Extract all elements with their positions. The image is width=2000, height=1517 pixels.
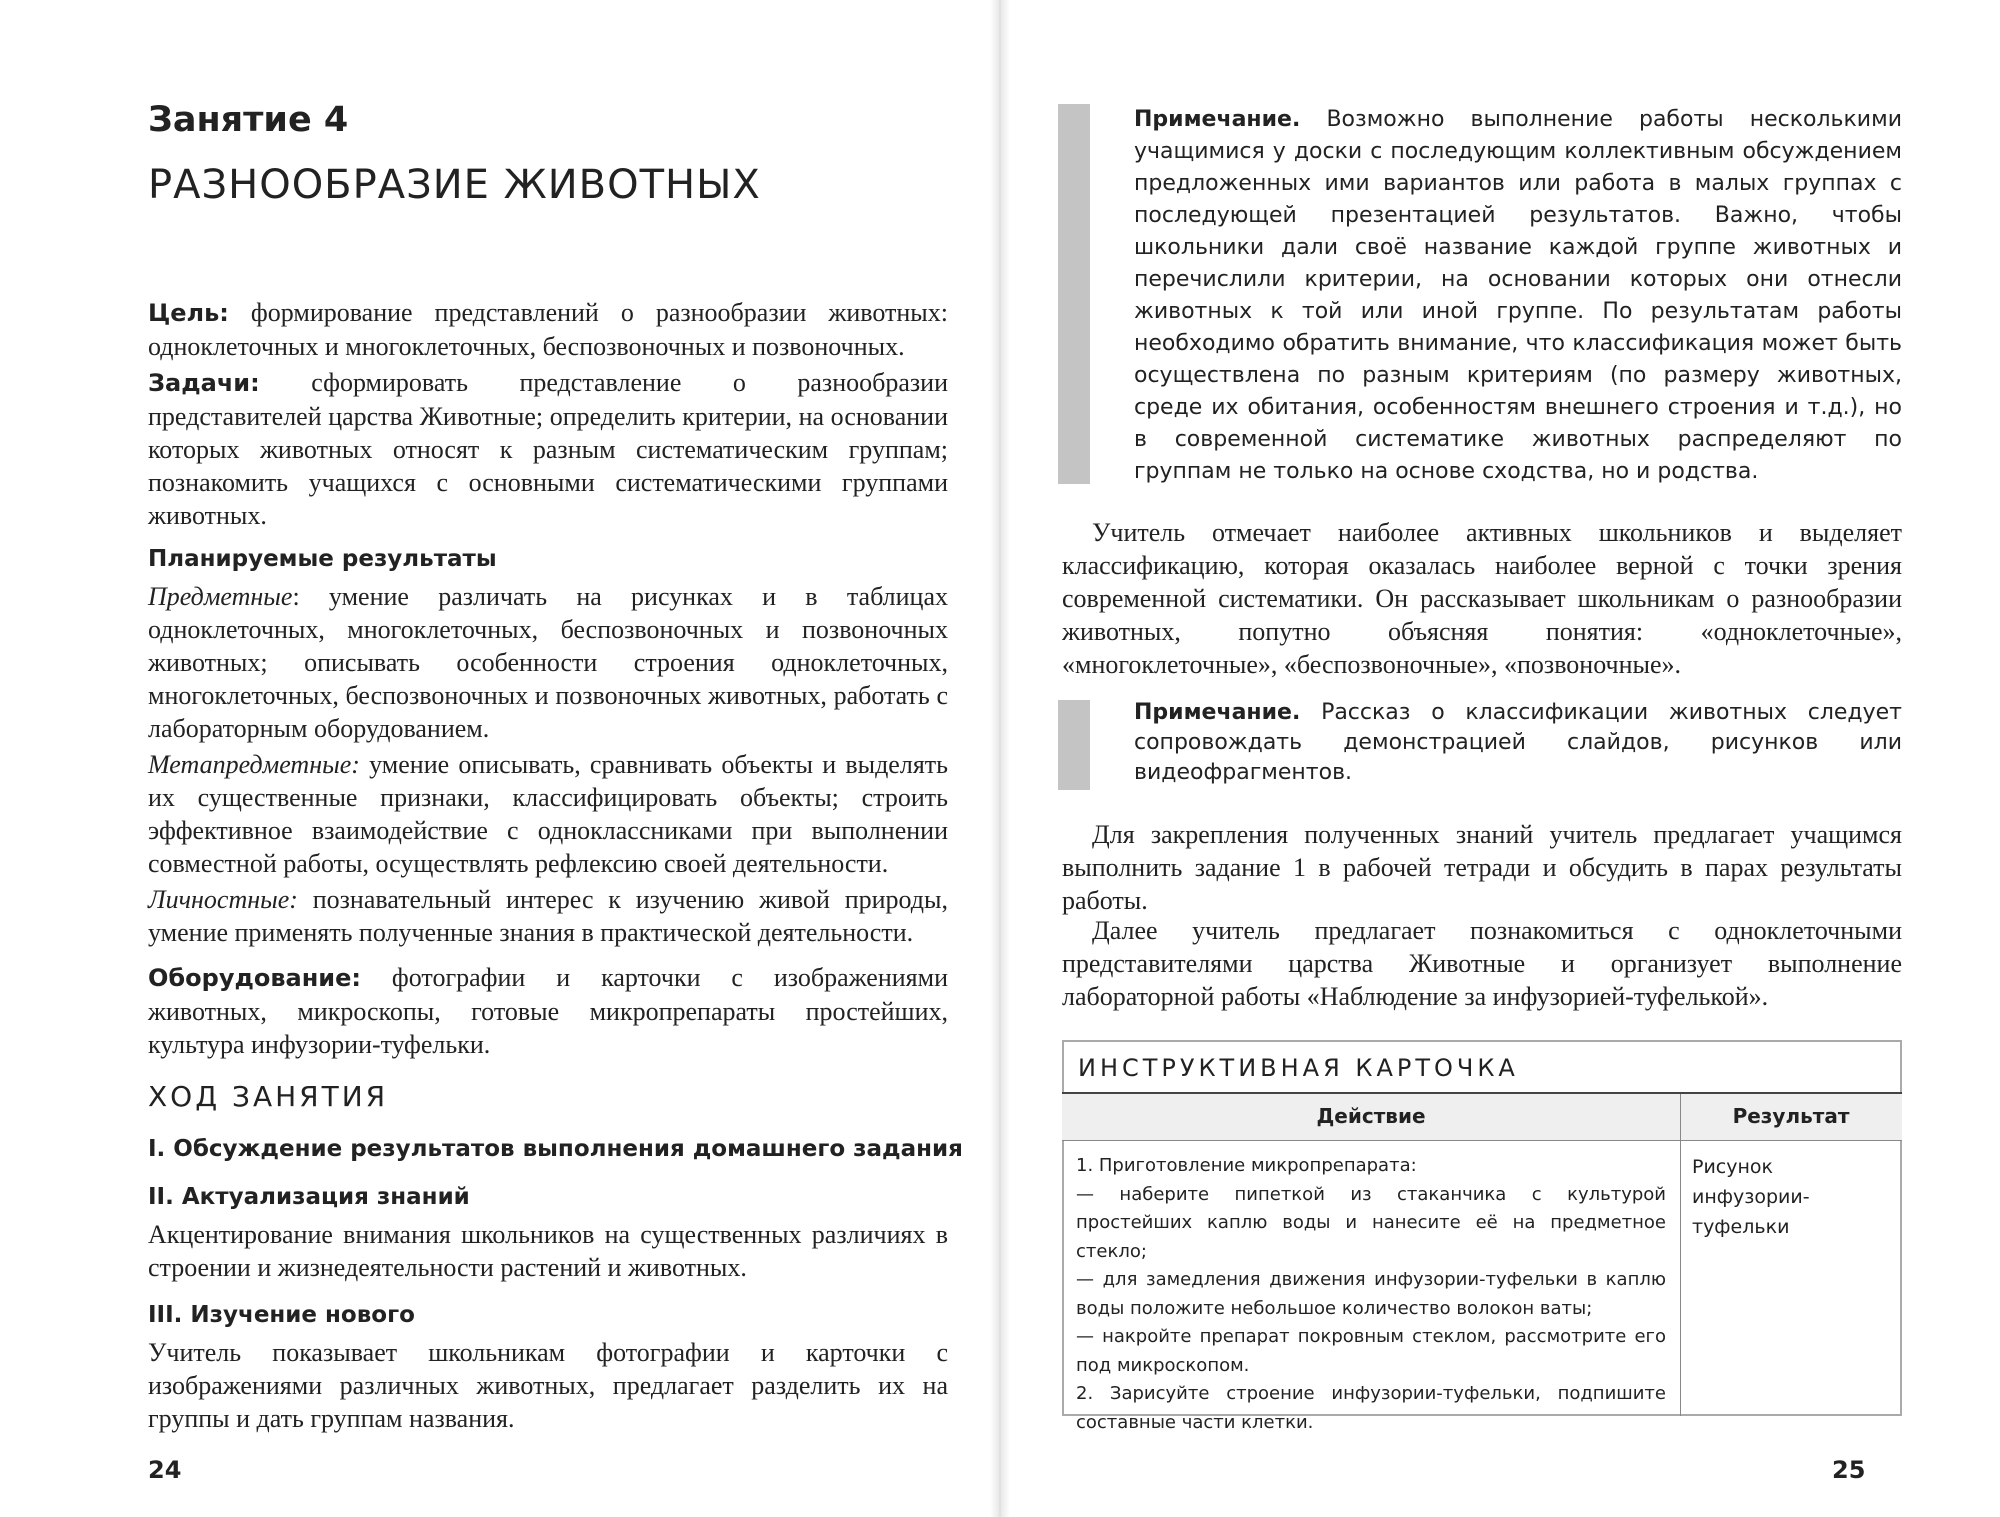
goal-label: Цель: [148,299,229,327]
meta-results [148,748,948,880]
meta-label: Метапредметные: [148,750,360,779]
personal-label: Личностные: [148,885,298,914]
note-2 [1134,698,1902,788]
page-number-left: 24 [148,1456,182,1484]
subject-text: : умение различать на рисунках и в таблицах одноклеточных, многоклеточных, беспозвоночных и позвоночных животных; описывать особенности строения одноклеточных, многоклеточных, беспозвоночных и позвоночных животных, работать с лабораторным оборудованием. [148,582,948,743]
section-2-heading: II. Актуализация знаний [148,1184,470,1210]
action-line: 2. Зарисуйте строение инфузории-туфельки, подпишите составные части клетки. [1076,1383,1666,1433]
paragraph-3: Далее учитель предлагает познакомиться с одноклеточными представителями царства Животные и организует выполнение лабораторной работы «Наблюдение за инфузорией-туфелькой». [1062,916,1902,1011]
action-line: — наберите пипеткой из стаканчика с культурой простейших каплю воды и нанесите её на предметное стекло; [1076,1183,1666,1262]
paragraph-1: Учитель отмечает наиболее активных школьников и выделяет классификацию, которая оказалась наиболее верной с точки зрения современной систематики. Он рассказывает школьникам о разнообразии животных, попутно объясняя понятия: «одноклеточные», «многоклеточные», «беспозвоночные», «позвоночные». [1062,518,1902,679]
subject-results [148,580,948,745]
note-2-label: Примечание. [1134,700,1301,725]
note-1-label: Примечание. [1134,107,1301,132]
personal-text: познавательный интерес к изучению живой природы, умение применять полученные знания в практической деятельности. [148,885,949,947]
results-heading: Планируемые результаты [148,546,497,572]
lesson-number: Занятие 4 [148,100,349,140]
tasks-label: Задачи: [148,369,260,397]
note-1-text: Возможно выполнение работы несколькими учащимися у доски с последующим коллективным обсуждением предложенных ими вариантов или работа в малых группах с последующей презентацией результатов. Важно, чтобы школьники дали своё название каждой группе животных и перечислили критерии, на основании которых они отнесли животных к той или иной группе. По результатам работы необходимо обратить внимание, что классификация может быть осуществлена по разным критериям (по размеру животных, среде их обитания, особенностям внешнего строения и т.д.), но в современной систематике животных распределяют по группам не только на основе сходства, но и родства. [1134,107,1902,484]
lesson-title: РАЗНООБРАЗИЕ ЖИВОТНЫХ [148,162,761,208]
action-line: 1. Приготовление микропрепарата: [1076,1155,1417,1176]
equipment-label: Оборудование: [148,964,361,992]
note-2-text: Рассказ о классификации животных следует сопровождать демонстрацией слайдов, рисунков или видеофрагментов. [1134,700,1903,785]
equipment-text: фотографии и карточки с изображениями животных, микроскопы, готовые микропрепараты простейших, культура инфузории-туфельки. [148,963,948,1059]
column-header-result: Результат [1732,1104,1850,1128]
equipment-paragraph [148,961,948,1061]
progress-heading: ХОД ЗАНЯТИЯ [148,1080,389,1113]
note-1 [1134,104,1902,488]
card-result-cell: Рисунок инфузории-туфельки [1692,1156,1810,1238]
tasks-paragraph [148,366,948,532]
goal-text: формирование представлений о разнообразии животных: одноклеточных и многоклеточных, беспозвоночных и позвоночных. [148,298,949,361]
personal-results [148,883,948,949]
section-2-text: Акцентирование внимания школьников на существенных различиях в строении и жизнедеятельности растений и животных. [148,1220,948,1282]
note-2-bar [1058,700,1090,790]
section-3-heading: III. Изучение нового [148,1302,415,1328]
column-header-action: Действие [1316,1104,1426,1128]
instruction-card-title: ИНСТРУКТИВНАЯ КАРТОЧКА [1078,1054,1519,1082]
card-action-cell [1076,1152,1666,1437]
page-number-right: 25 [1832,1456,1866,1484]
section-1-heading: I. Обсуждение результатов выполнения домашнего задания [148,1136,963,1162]
section-3-text: Учитель показывает школьникам фотографии и карточки с изображениями различных животных, предлагает разделить их на группы и дать группам названия. [148,1338,948,1433]
meta-text: умение описывать, сравнивать объекты и выделять их существенные признаки, классифицировать объекты; строить эффективное взаимодействие с одноклассниками при выполнении совместной работы, осуществлять рефлексию своей деятельности. [148,750,949,878]
action-line: — для замедления движения инфузории-туфельки в каплю воды положите небольшое количество волокон ваты; [1076,1269,1666,1319]
card-column-divider [1680,1094,1681,1416]
note-1-bar [1058,104,1090,484]
paragraph-2: Для закрепления полученных знаний учитель предлагает учащимся выполнить задание 1 в рабочей тетради и обсудить в парах результаты работы. [1062,820,1902,915]
tasks-text: сформировать представление о разнообразии представителей царства Животные; определить критерии, на основании которых животных относят к разным систематическим группам; познакомить учащихся с основными систематическими группами животных. [148,368,948,530]
action-line: — накройте препарат покровным стеклом, рассмотрите его под микроскопом. [1076,1326,1666,1376]
subject-label: Предметные [148,582,293,611]
left-body [148,296,948,1064]
goal-paragraph [148,296,948,363]
